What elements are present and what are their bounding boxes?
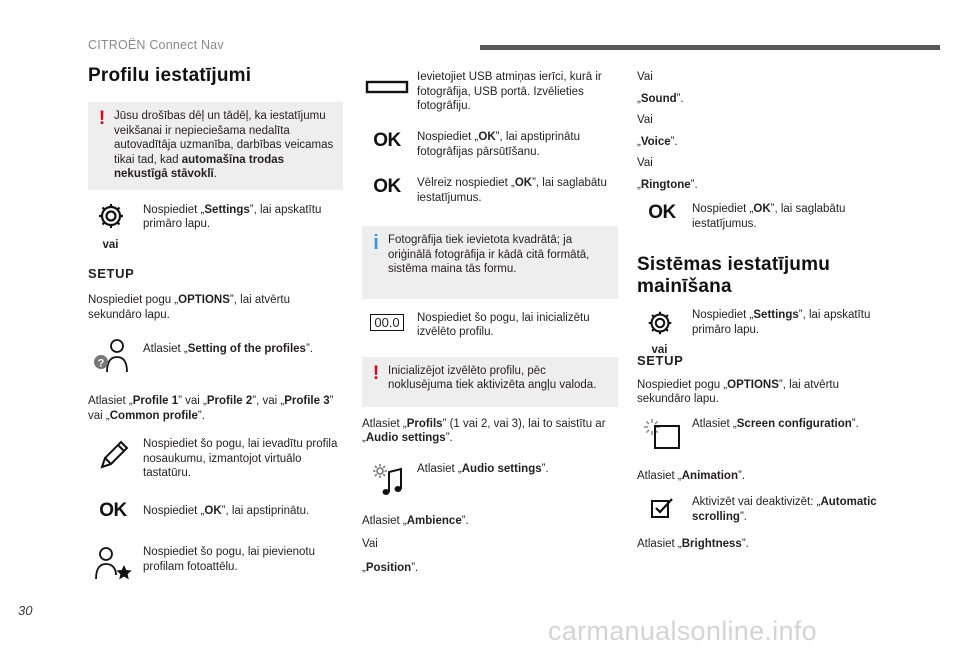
- settings-step: vai Nospiediet „Settings”, lai apskatītu primāro lapu.: [88, 200, 343, 264]
- column-2: [362, 70, 618, 575]
- screen-brightness-icon: [642, 417, 682, 451]
- reset-button-icon: 00.0: [370, 314, 403, 331]
- voice-option: „Voice”.: [637, 135, 678, 148]
- or-label: Vai: [637, 71, 653, 83]
- setup-button-label: SETUP: [637, 353, 684, 368]
- settings-gear-icon: [95, 200, 127, 232]
- ok-button-icon: OK: [648, 202, 676, 223]
- usb-drive-icon: [365, 76, 409, 98]
- or-label: vai: [651, 343, 668, 356]
- options-step: Nospiediet pogu „OPTIONS”, lai atvērtu sekundāro lapu.: [88, 294, 290, 321]
- usb-step: Ievietojiet USB atmiņas ierīci, kurā ir fotogrāfija, USB portā. Izvēlieties fotogrāfiju.: [362, 70, 618, 118]
- settings-step: vai Nospiediet „Settings”, lai apskatītu primāro lapu.: [637, 308, 892, 352]
- brightness-step: Atlasiet „Brightness”.: [637, 538, 749, 550]
- ambience-step: Atlasiet „Ambience”.: [362, 514, 469, 527]
- svg-text:?: ?: [97, 357, 105, 370]
- options-step: Nospiediet pogu „OPTIONS”, lai atvērtu sekundāro lapu.: [637, 378, 839, 405]
- automatic-scrolling-step: Aktivizēt vai deaktivizēt: „Automatic scrolling”.: [637, 495, 892, 531]
- profile-settings-step: ? Atlasiet „Setting of the profiles”.: [88, 336, 343, 384]
- profils-step: Atlasiet „Profils” (1 vai 2, vai 3), lai to saistītu ar „Audio settings”.: [362, 417, 606, 444]
- audio-settings-icon: [367, 462, 407, 498]
- animation-step: Atlasiet „Animation”.: [637, 469, 746, 482]
- reset-warning: ! Inicializējot izvēlēto profilu, pēc noklusējuma tiek aktivizēta angļu valoda.: [362, 357, 618, 407]
- running-header: CITROËN Connect Nav: [88, 38, 224, 52]
- or-label: Vai: [362, 538, 378, 550]
- column-1: [88, 62, 343, 585]
- warning-exclamation-icon: !: [98, 108, 106, 129]
- ringtone-option: „Ringtone”.: [637, 178, 698, 191]
- profile-name-step: Nospiediet šo pogu, lai ievadītu profila nosaukumu, izmantojot virtuālo tastatūru.: [88, 437, 343, 489]
- setup-button-label: SETUP: [88, 265, 135, 281]
- reset-profile-step: 00.0 Nospiediet šo pogu, lai inicializētu izvēlēto profilu.: [362, 311, 618, 349]
- ok-save-step: OK Vēlreiz nospiediet „OK”, lai saglabātu iestatījumus.: [362, 176, 618, 210]
- ok-photo-transfer-step: OK Nospiediet „OK”, lai apstiprinātu fotogrāfijas pārsūtīšanu.: [362, 130, 618, 164]
- safety-warning: ! Jūsu drošības dēļ un tādēļ, ka iestatījumu veikšanai ir nepieciešama nedalīta autovadītāja uzmanība, darbības veicamas tikai tad, kad automašīna trodas nekustīgā stāvoklī.: [88, 102, 343, 190]
- section-heading-system: Sistēmas iestatījumu mainīšana: [637, 254, 831, 297]
- or-label: Vai: [637, 114, 653, 126]
- ok-button-icon: OK: [373, 130, 401, 151]
- ok-button-icon: OK: [373, 176, 401, 197]
- info-icon: i: [373, 232, 379, 254]
- select-profile-step: Atlasiet „Profile 1” vai „Profile 2”, vai „Profile 3” vai „Common profile”.: [88, 395, 334, 422]
- user-question-icon: [91, 336, 135, 374]
- checkbox-checked-icon: [649, 495, 675, 521]
- user-star-icon: [91, 545, 135, 581]
- ok-confirm-step: OK Nospiediet „OK”, lai apstiprinātu.: [88, 501, 343, 535]
- position-option: „Position”.: [362, 561, 419, 574]
- column-3: [637, 70, 892, 552]
- section-heading-profiles: Profilu iestatījumi: [88, 65, 252, 86]
- settings-gear-icon: [644, 308, 676, 338]
- audio-settings-step: Atlasiet „Audio settings”.: [362, 462, 618, 504]
- or-label: Vai: [637, 157, 653, 169]
- page-number: 30: [18, 603, 33, 618]
- watermark-text: carmanualsonline.info: [548, 616, 817, 646]
- add-photo-step: Nospiediet šo pogu, lai pievienotu profilam fotoattēlu.: [88, 545, 343, 585]
- screen-configuration-step: Atlasiet „Screen configuration”.: [637, 417, 892, 463]
- header-rule: [480, 45, 940, 50]
- ok-button-icon: OK: [99, 500, 127, 521]
- sound-option: „Sound”.: [637, 92, 684, 105]
- warning-exclamation-icon: !: [372, 362, 380, 384]
- pencil-icon: [96, 437, 130, 473]
- ok-save-step: OK Nospiediet „OK”, lai saglabātu iestatījumus.: [637, 202, 892, 236]
- or-label: vai: [102, 239, 119, 251]
- photo-info-note: i Fotogrāfija tiek ievietota kvadrātā; ja oriģinālā fotogrāfija ir kādā citā formātā, sistēma maina tās formu.: [362, 226, 618, 299]
